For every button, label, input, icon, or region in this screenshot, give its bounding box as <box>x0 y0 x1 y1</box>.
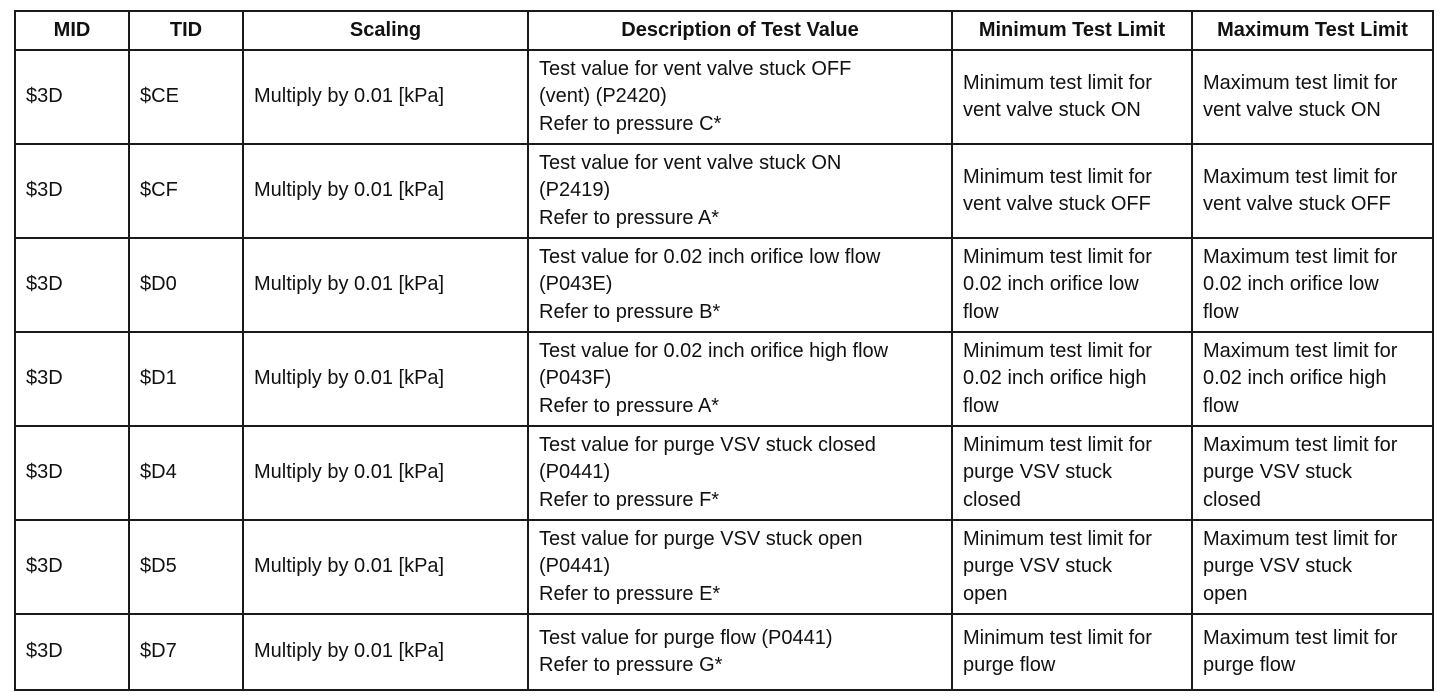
header-minimum-test-limit: Minimum Test Limit <box>952 11 1192 50</box>
header-maximum-test-limit: Maximum Test Limit <box>1192 11 1433 50</box>
table-row <box>15 614 1433 690</box>
cell-maximum-test-limit-line: vent valve stuck ON <box>1203 99 1381 121</box>
cell-scaling: Multiply by 0.01 [kPa] <box>243 332 528 426</box>
table-row <box>15 332 1433 426</box>
cell-maximum-test-limit <box>1192 144 1433 238</box>
cell-tid: $D0 <box>129 238 243 332</box>
cell-mid: $3D <box>15 426 129 520</box>
cell-description <box>528 144 952 238</box>
cell-description <box>528 50 952 144</box>
cell-description-line: Test value for purge VSV stuck closed <box>539 433 876 456</box>
cell-description-line: Refer to pressure G* <box>539 654 723 676</box>
header-mid: MID <box>15 11 129 50</box>
cell-tid: $CE <box>129 50 243 144</box>
cell-minimum-test-limit-line: flow <box>963 394 999 417</box>
cell-maximum-test-limit <box>1192 238 1433 332</box>
cell-minimum-test-limit-line: purge VSV stuck <box>963 461 1112 484</box>
cell-minimum-test-limit-line: purge VSV stuck <box>963 555 1112 578</box>
cell-minimum-test-limit-line: open <box>963 582 1008 605</box>
cell-description <box>528 426 952 520</box>
cell-minimum-test-limit <box>952 426 1192 520</box>
cell-description-line: Refer to pressure A* <box>539 206 720 229</box>
cell-maximum-test-limit-line: 0.02 inch orifice high <box>1203 367 1387 390</box>
cell-description-line: Test value for 0.02 inch orifice high flow <box>539 339 889 362</box>
cell-maximum-test-limit-line: purge VSV stuck <box>1203 555 1352 578</box>
header-description: Description of Test Value <box>528 11 952 50</box>
table-row <box>15 426 1433 520</box>
cell-mid: $3D <box>15 332 129 426</box>
test-value-table <box>14 10 1434 691</box>
cell-minimum-test-limit-line: closed <box>963 488 1021 511</box>
cell-minimum-test-limit-line: Minimum test limit for <box>963 165 1152 188</box>
cell-description-line: Refer to pressure A* <box>539 394 720 417</box>
cell-mid: $3D <box>15 238 129 332</box>
cell-description-line: (P2419) <box>539 179 611 202</box>
cell-maximum-test-limit-line: Maximum test limit for <box>1203 527 1398 550</box>
cell-description-line: Test value for vent valve stuck ON <box>539 151 842 174</box>
cell-tid: $D5 <box>129 520 243 614</box>
cell-minimum-test-limit-line: Minimum test limit for <box>963 433 1152 456</box>
cell-tid: $D1 <box>129 332 243 426</box>
cell-tid: $D4 <box>129 426 243 520</box>
cell-tid: $D7 <box>129 614 243 690</box>
cell-minimum-test-limit-line: Minimum test limit for <box>963 71 1152 94</box>
cell-maximum-test-limit-line: Maximum test limit for <box>1203 339 1398 362</box>
cell-minimum-test-limit-line: vent valve stuck OFF <box>963 193 1151 215</box>
cell-scaling: Multiply by 0.01 [kPa] <box>243 50 528 144</box>
cell-description-line: (P043F) <box>539 367 612 390</box>
header-scaling: Scaling <box>243 11 528 50</box>
cell-maximum-test-limit-line: Maximum test limit for <box>1203 165 1398 188</box>
cell-maximum-test-limit-line: closed <box>1203 488 1261 511</box>
cell-description <box>528 614 952 690</box>
cell-tid: $CF <box>129 144 243 238</box>
cell-description-line: (P0441) <box>539 555 611 578</box>
cell-maximum-test-limit-line: Maximum test limit for <box>1203 71 1398 94</box>
cell-minimum-test-limit-line: Minimum test limit for <box>963 527 1152 550</box>
cell-description-line: Refer to pressure E* <box>539 582 721 605</box>
cell-maximum-test-limit-line: purge VSV stuck <box>1203 461 1352 484</box>
cell-minimum-test-limit-line: Minimum test limit for <box>963 626 1152 649</box>
table-row <box>15 50 1433 144</box>
cell-maximum-test-limit-line: vent valve stuck OFF <box>1203 193 1391 215</box>
cell-minimum-test-limit <box>952 520 1192 614</box>
cell-description-line: Test value for purge flow (P0441) <box>539 626 833 649</box>
cell-description-line: (P0441) <box>539 461 611 484</box>
cell-description-line: Test value for purge VSV stuck open <box>539 527 863 550</box>
cell-description-line: (vent) (P2420) <box>539 85 667 108</box>
cell-mid: $3D <box>15 50 129 144</box>
cell-description-line: (P043E) <box>539 273 613 296</box>
cell-maximum-test-limit <box>1192 426 1433 520</box>
cell-maximum-test-limit-line: Maximum test limit for <box>1203 433 1398 456</box>
cell-description-line: Test value for vent valve stuck OFF <box>539 57 852 80</box>
cell-maximum-test-limit-line: flow <box>1203 394 1239 417</box>
cell-minimum-test-limit <box>952 238 1192 332</box>
cell-description <box>528 332 952 426</box>
cell-description-line: Refer to pressure F* <box>539 488 720 511</box>
cell-minimum-test-limit-line: 0.02 inch orifice low <box>963 273 1139 296</box>
table-row <box>15 144 1433 238</box>
cell-minimum-test-limit <box>952 614 1192 690</box>
cell-minimum-test-limit-line: purge flow <box>963 654 1056 676</box>
cell-scaling: Multiply by 0.01 [kPa] <box>243 144 528 238</box>
cell-minimum-test-limit-line: 0.02 inch orifice high <box>963 367 1147 390</box>
table-row <box>15 238 1433 332</box>
cell-maximum-test-limit-line: purge flow <box>1203 654 1296 676</box>
cell-description <box>528 238 952 332</box>
table-body <box>15 50 1433 690</box>
cell-maximum-test-limit-line: open <box>1203 582 1248 605</box>
header-tid: TID <box>129 11 243 50</box>
cell-description-line: Refer to pressure B* <box>539 300 721 323</box>
cell-minimum-test-limit-line: flow <box>963 300 999 323</box>
cell-scaling: Multiply by 0.01 [kPa] <box>243 426 528 520</box>
cell-maximum-test-limit <box>1192 332 1433 426</box>
cell-maximum-test-limit <box>1192 614 1433 690</box>
cell-minimum-test-limit-line: vent valve stuck ON <box>963 99 1141 121</box>
cell-minimum-test-limit <box>952 50 1192 144</box>
cell-description-line: Test value for 0.02 inch orifice low flow <box>539 245 881 268</box>
cell-maximum-test-limit-line: 0.02 inch orifice low <box>1203 273 1379 296</box>
cell-mid: $3D <box>15 520 129 614</box>
cell-minimum-test-limit-line: Minimum test limit for <box>963 339 1152 362</box>
table-row <box>15 520 1433 614</box>
cell-maximum-test-limit-line: Maximum test limit for <box>1203 245 1398 268</box>
cell-minimum-test-limit <box>952 332 1192 426</box>
cell-maximum-test-limit-line: flow <box>1203 300 1239 323</box>
cell-scaling: Multiply by 0.01 [kPa] <box>243 520 528 614</box>
cell-description-line: Refer to pressure C* <box>539 112 722 135</box>
cell-mid: $3D <box>15 614 129 690</box>
cell-scaling: Multiply by 0.01 [kPa] <box>243 614 528 690</box>
cell-description <box>528 520 952 614</box>
cell-minimum-test-limit-line: Minimum test limit for <box>963 245 1152 268</box>
cell-mid: $3D <box>15 144 129 238</box>
cell-scaling: Multiply by 0.01 [kPa] <box>243 238 528 332</box>
cell-minimum-test-limit <box>952 144 1192 238</box>
table-header <box>15 11 1433 50</box>
cell-maximum-test-limit <box>1192 520 1433 614</box>
cell-maximum-test-limit-line: Maximum test limit for <box>1203 626 1398 649</box>
header-row <box>15 11 1433 50</box>
cell-maximum-test-limit <box>1192 50 1433 144</box>
